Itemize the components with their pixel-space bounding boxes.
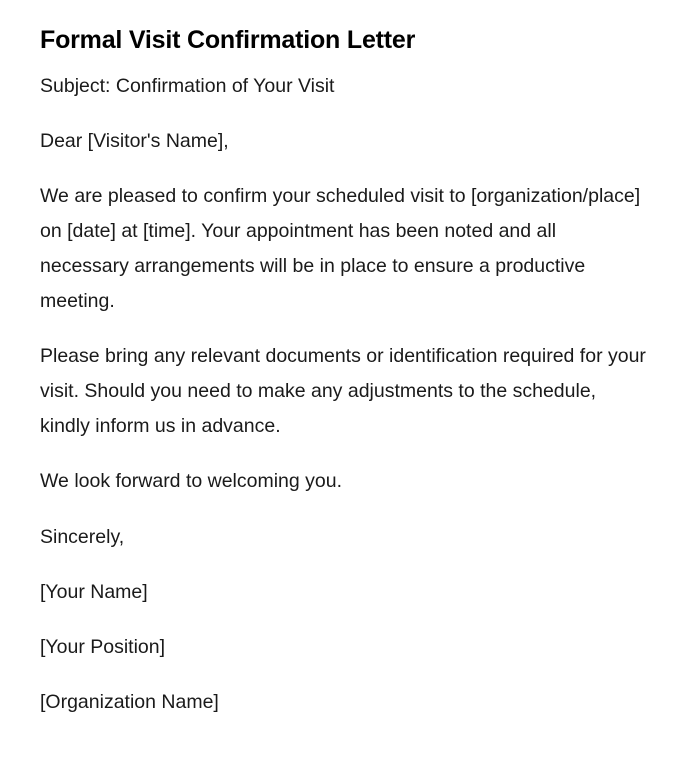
signature-organization: [Organization Name] [40, 691, 219, 713]
letter-sign-off: Sincerely, [40, 526, 125, 548]
letter-title: Formal Visit Confirmation Letter [40, 26, 416, 54]
signature-name: [Your Name] [40, 581, 148, 603]
letter-salutation: Dear [Visitor's Name], [40, 130, 229, 152]
letter-document [40, 22, 650, 720]
letter-body-paragraph: We are pleased to confirm your scheduled visit to [organization/place] on [date] at [time]. Your appointment has been noted and all necessary arrangements will be in place to ensure a productive meeting. [40, 185, 641, 312]
letter-body-paragraph: Please bring any relevant documents or identification required for your visit. Should you need to make any adjustments to the schedule, kindly inform us in advance. [40, 345, 646, 437]
letter-subject: Subject: Confirmation of Your Visit [40, 75, 335, 97]
signature-position: [Your Position] [40, 636, 166, 658]
letter-closing-line: We look forward to welcoming you. [40, 470, 343, 492]
